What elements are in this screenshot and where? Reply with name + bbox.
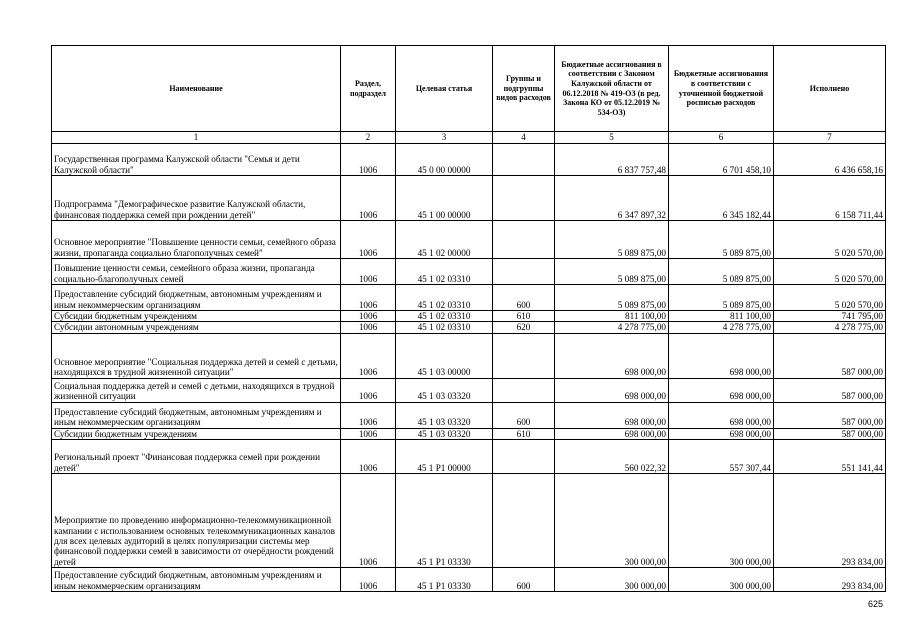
row-section: 1006 xyxy=(341,440,396,474)
row-executed-amount: 5 020 570,00 xyxy=(774,259,886,285)
row-section: 1006 xyxy=(341,144,396,176)
header-section: Раздел, подраздел xyxy=(341,46,396,132)
row-refined-amount: 300 000,00 xyxy=(669,568,774,592)
row-article: 45 1 03 00000 xyxy=(396,333,493,378)
row-section: 1006 xyxy=(341,568,396,592)
row-refined-amount: 557 307,44 xyxy=(669,440,774,474)
row-article: 45 1 P1 03330 xyxy=(396,474,493,568)
row-name: Мероприятие по проведению информационно-телекоммуникационной кампании с использованием основных телекоммуникационных каналов для всех целевых аудиторий в целях популяризации системы мер финансовой поддержки семей в зависимости от очерёдности рождений детей xyxy=(52,474,341,568)
row-group xyxy=(493,440,555,474)
row-section: 1006 xyxy=(341,428,396,439)
row-section: 1006 xyxy=(341,333,396,378)
row-article: 45 1 02 00000 xyxy=(396,221,493,259)
row-refined-amount: 811 100,00 xyxy=(669,311,774,322)
row-refined-amount: 300 000,00 xyxy=(669,474,774,568)
row-law-amount: 5 089 875,00 xyxy=(555,259,669,285)
row-executed-amount: 293 834,00 xyxy=(774,474,886,568)
row-name: Основное мероприятие "Повышение ценности семьи, семейного образа жизни, пропаганда социально благополучных семей" xyxy=(52,221,341,259)
table-row xyxy=(52,322,886,333)
table-row xyxy=(52,176,886,221)
row-executed-amount: 587 000,00 xyxy=(774,333,886,378)
row-group xyxy=(493,221,555,259)
column-number: 1 xyxy=(52,132,341,144)
table-row xyxy=(52,428,886,439)
row-law-amount: 698 000,00 xyxy=(555,402,669,428)
row-group xyxy=(493,378,555,402)
table-row xyxy=(52,221,886,259)
header-groups: Группы и подгруппы видов расходов xyxy=(493,46,555,132)
row-article: 45 1 02 03310 xyxy=(396,311,493,322)
row-section: 1006 xyxy=(341,311,396,322)
row-group: 600 xyxy=(493,285,555,311)
row-article: 45 1 02 03310 xyxy=(396,285,493,311)
row-law-amount: 811 100,00 xyxy=(555,311,669,322)
row-executed-amount: 4 278 775,00 xyxy=(774,322,886,333)
row-executed-amount: 587 000,00 xyxy=(774,428,886,439)
row-executed-amount: 6 436 658,16 xyxy=(774,144,886,176)
table-row xyxy=(52,402,886,428)
row-executed-amount: 6 158 711,44 xyxy=(774,176,886,221)
row-executed-amount: 551 141,44 xyxy=(774,440,886,474)
header-executed: Исполнено xyxy=(774,46,886,132)
row-refined-amount: 5 089 875,00 xyxy=(669,221,774,259)
row-article: 45 0 00 00000 xyxy=(396,144,493,176)
row-article: 45 1 03 03320 xyxy=(396,378,493,402)
row-group xyxy=(493,176,555,221)
row-section: 1006 xyxy=(341,259,396,285)
row-article: 45 1 03 03320 xyxy=(396,402,493,428)
row-name: Предоставление субсидий бюджетным, автономным учреждениям и иным некоммерческим организациям xyxy=(52,568,341,592)
row-refined-amount: 6 345 182,44 xyxy=(669,176,774,221)
row-executed-amount: 741 795,00 xyxy=(774,311,886,322)
row-article: 45 1 00 00000 xyxy=(396,176,493,221)
table-row xyxy=(52,259,886,285)
table-row xyxy=(52,474,886,568)
row-name: Субсидии автономным учреждениям xyxy=(52,322,341,333)
row-article: 45 1 P1 03330 xyxy=(396,568,493,592)
column-number-row xyxy=(52,132,886,144)
row-group: 610 xyxy=(493,311,555,322)
row-executed-amount: 5 020 570,00 xyxy=(774,285,886,311)
row-name: Государственная программа Калужской области "Семья и дети Калужской области" xyxy=(52,144,341,176)
table-row xyxy=(52,144,886,176)
row-executed-amount: 293 834,00 xyxy=(774,568,886,592)
row-law-amount: 560 022,32 xyxy=(555,440,669,474)
row-section: 1006 xyxy=(341,378,396,402)
table-row xyxy=(52,440,886,474)
header-refined: Бюджетные ассигнования в соответствии с уточненной бюджетной росписью расходов xyxy=(669,46,774,132)
row-name: Субсидии бюджетным учреждениям xyxy=(52,311,341,322)
row-executed-amount: 5 020 570,00 xyxy=(774,221,886,259)
column-number: 2 xyxy=(341,132,396,144)
row-group xyxy=(493,144,555,176)
row-section: 1006 xyxy=(341,285,396,311)
row-refined-amount: 698 000,00 xyxy=(669,428,774,439)
row-name: Региональный проект "Финансовая поддержка семей при рождении детей" xyxy=(52,440,341,474)
row-section: 1006 xyxy=(341,176,396,221)
table-row xyxy=(52,568,886,592)
row-article: 45 1 03 03320 xyxy=(396,428,493,439)
table-row xyxy=(52,311,886,322)
row-law-amount: 300 000,00 xyxy=(555,474,669,568)
row-refined-amount: 5 089 875,00 xyxy=(669,259,774,285)
row-refined-amount: 698 000,00 xyxy=(669,402,774,428)
column-number: 5 xyxy=(555,132,669,144)
row-refined-amount: 698 000,00 xyxy=(669,378,774,402)
row-law-amount: 4 278 775,00 xyxy=(555,322,669,333)
row-name: Подпрограмма "Демографическое развитие Калужской области, финансовая поддержка семей при рождении детей" xyxy=(52,176,341,221)
column-number: 4 xyxy=(493,132,555,144)
table-row xyxy=(52,285,886,311)
row-law-amount: 6 347 897,32 xyxy=(555,176,669,221)
row-name: Предоставление субсидий бюджетным, автономным учреждениям и иным некоммерческим организациям xyxy=(52,402,341,428)
row-article: 45 1 P1 00000 xyxy=(396,440,493,474)
budget-table xyxy=(51,45,886,592)
row-group: 600 xyxy=(493,568,555,592)
row-group: 620 xyxy=(493,322,555,333)
row-name: Основное мероприятие "Социальная поддержка детей и семей с детьми, находящихся в трудной жизненной ситуации" xyxy=(52,333,341,378)
row-section: 1006 xyxy=(341,221,396,259)
table-body xyxy=(52,144,886,592)
column-number: 3 xyxy=(396,132,493,144)
row-group xyxy=(493,333,555,378)
row-law-amount: 5 089 875,00 xyxy=(555,285,669,311)
row-law-amount: 6 837 757,48 xyxy=(555,144,669,176)
row-group: 610 xyxy=(493,428,555,439)
row-law-amount: 698 000,00 xyxy=(555,428,669,439)
row-section: 1006 xyxy=(341,322,396,333)
table-row xyxy=(52,378,886,402)
row-law-amount: 698 000,00 xyxy=(555,378,669,402)
header-row xyxy=(52,46,886,132)
column-number: 7 xyxy=(774,132,886,144)
row-group: 600 xyxy=(493,402,555,428)
page-number: 625 xyxy=(868,599,884,609)
row-law-amount: 698 000,00 xyxy=(555,333,669,378)
row-section: 1006 xyxy=(341,402,396,428)
column-number: 6 xyxy=(669,132,774,144)
row-name: Субсидии бюджетным учреждениям xyxy=(52,428,341,439)
row-group xyxy=(493,474,555,568)
table-row xyxy=(52,333,886,378)
row-law-amount: 300 000,00 xyxy=(555,568,669,592)
header-law: Бюджетные ассигнования в соответствии с Законом Калужской области от 06.12.2018 № 419-ОЗ (в ред. Закона КО от 05.12.2019 № 534-ОЗ) xyxy=(555,46,669,132)
row-law-amount: 5 089 875,00 xyxy=(555,221,669,259)
row-name: Социальная поддержка детей и семей с детьми, находящихся в трудной жизненной ситуации xyxy=(52,378,341,402)
row-name: Повышение ценности семьи, семейного образа жизни, пропаганда социально-благополучных семей xyxy=(52,259,341,285)
row-executed-amount: 587 000,00 xyxy=(774,402,886,428)
row-executed-amount: 587 000,00 xyxy=(774,378,886,402)
row-section: 1006 xyxy=(341,474,396,568)
row-article: 45 1 02 03310 xyxy=(396,259,493,285)
row-refined-amount: 698 000,00 xyxy=(669,333,774,378)
row-refined-amount: 5 089 875,00 xyxy=(669,285,774,311)
header-article: Целевая статья xyxy=(396,46,493,132)
row-name: Предоставление субсидий бюджетным, автономным учреждениям и иным некоммерческим организациям xyxy=(52,285,341,311)
row-group xyxy=(493,259,555,285)
header-name: Наименование xyxy=(52,46,341,132)
row-refined-amount: 4 278 775,00 xyxy=(669,322,774,333)
row-refined-amount: 6 701 458,10 xyxy=(669,144,774,176)
row-article: 45 1 02 03310 xyxy=(396,322,493,333)
